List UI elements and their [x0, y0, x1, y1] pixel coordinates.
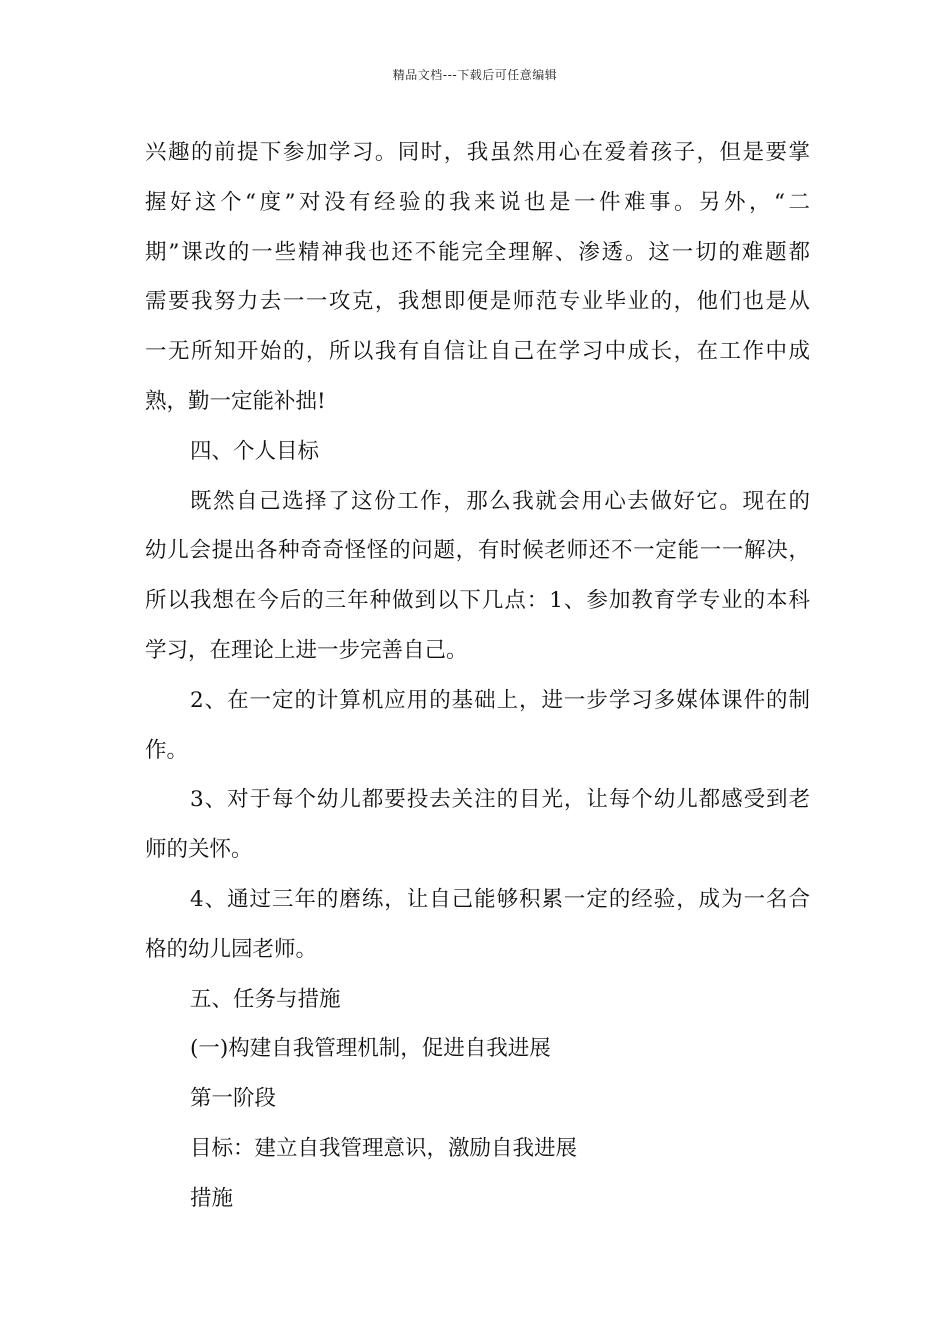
- text-line: 措施: [190, 1185, 234, 1211]
- page-header: 精品文档---下载后可任意编辑: [392, 68, 558, 82]
- text-line: 四、个人目标: [190, 438, 320, 464]
- text-line: 4、通过三年的磨练，让自己能够积累一定的经验，成为一名合: [190, 886, 810, 912]
- text-line: 期”课改的一些精神我也还不能完全理解、渗透。这一切的难题都: [145, 239, 810, 265]
- text-line: 格的幼儿园老师。: [145, 936, 318, 962]
- text-line: 需要我努力去一一攻克，我想即便是师范专业毕业的，他们也是从: [145, 289, 810, 315]
- document-body: [145, 128, 810, 1224]
- text-line: 学习，在理论上进一步完善自己。: [145, 637, 468, 663]
- text-line: 五、任务与措施: [190, 986, 341, 1012]
- text-line: 第一阶段: [190, 1086, 277, 1112]
- text-line: 握好这个“度”对没有经验的我来说也是一件难事。另外，“二: [145, 189, 810, 215]
- text-line: 3、对于每个幼儿都要投去关注的目光，让每个幼儿都感受到老: [190, 787, 810, 813]
- text-line: 师的关怀。: [145, 837, 253, 863]
- text-line: 目标：建立自我管理意识，激励自我进展: [190, 1135, 578, 1161]
- text-line: 2、在一定的计算机应用的基础上，进一步学习多媒体课件的制: [190, 687, 810, 713]
- text-line: (一)构建自我管理机制，促进自我进展: [190, 1036, 551, 1062]
- text-line: 既然自己选择了这份工作，那么我就会用心去做好它。现在的: [190, 488, 810, 514]
- text-line: 所以我想在今后的三年种做到以下几点：1、参加教育学专业的本科: [145, 588, 810, 614]
- text-line: 一无所知开始的，所以我有自信让自己在学习中成长，在工作中成: [145, 339, 810, 365]
- text-line: 熟，勤一定能补拙!: [145, 388, 326, 414]
- text-line: 兴趣的前提下参加学习。同时，我虽然用心在爱着孩子，但是要掌: [145, 140, 810, 165]
- text-line: 幼儿会提出各种奇奇怪怪的问题，有时候老师还不一定能一一解决，: [145, 538, 810, 564]
- text-line: 作。: [145, 737, 189, 763]
